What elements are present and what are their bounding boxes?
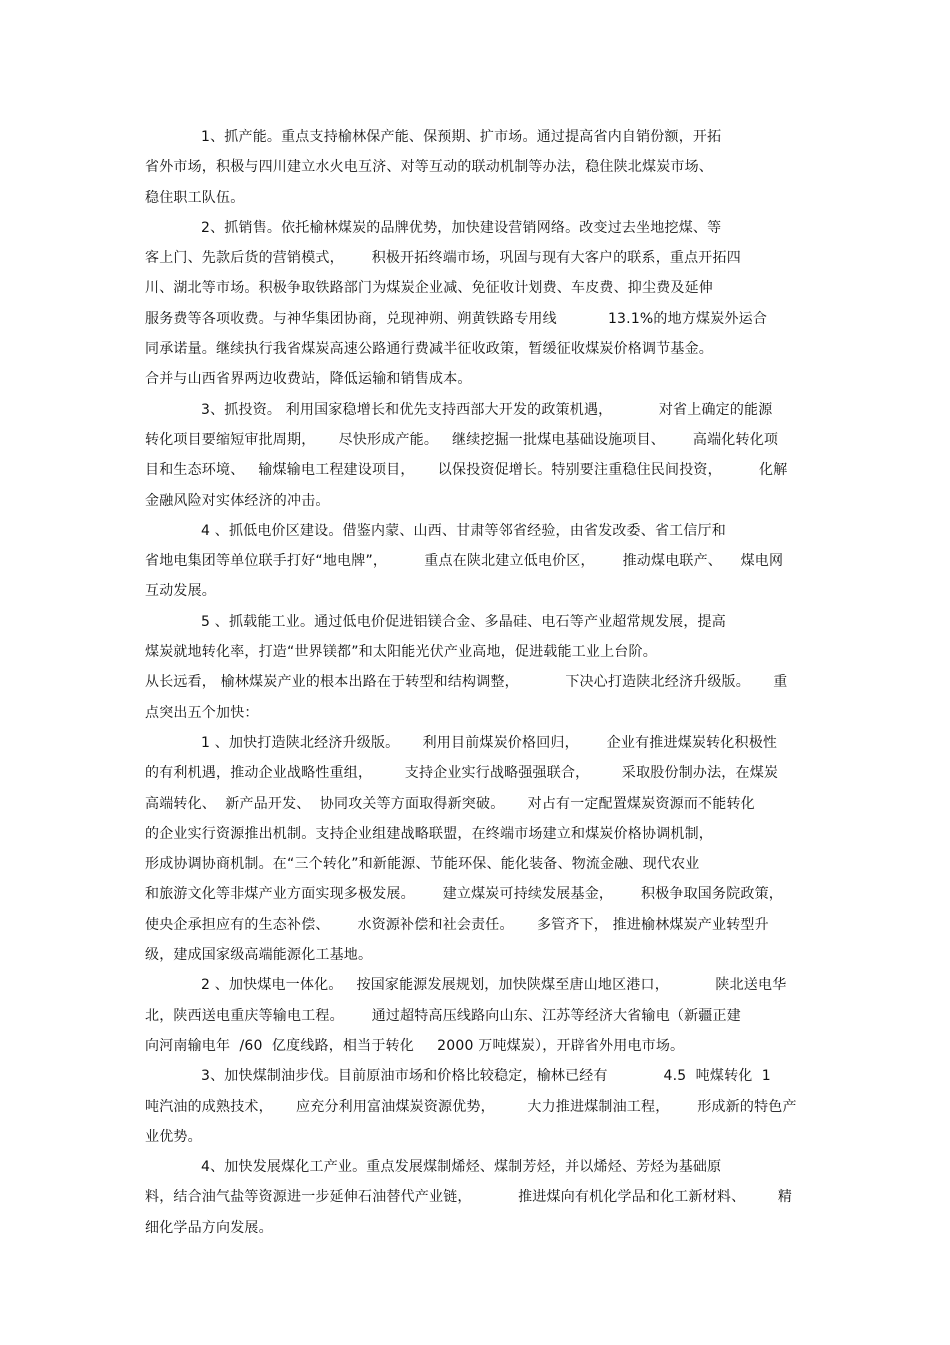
paragraph-4-line-3: 互动发展。 (145, 583, 216, 600)
paragraph-2-line-6: 合并与山西省界两边收费站，降低运输和销售成本。 (145, 371, 472, 388)
paragraph-3-line-4: 金融风险对实体经济的冲击。 (145, 492, 330, 509)
paragraph-5-line-1: 5 、抓载能工业。通过低电价促进铝镁合金、多晶硅、电石等产业超常规发展，提高 (201, 613, 726, 630)
paragraph-3-line-2: 转化项目要缩短审批周期， 尽快形成产能。 继续挖掘一批煤电基础设施项目、 高端化转化项 (145, 431, 779, 448)
paragraph-10-line-2: 料，结合油气盐等资源进一步延伸石油替代产业链， 推进煤向有机化学品和化工新材料、 精 (145, 1189, 793, 1206)
document-body (145, 122, 810, 1243)
paragraph-5-line-2: 煤炭就地转化率，打造“世界镁都”和太阳能光伏产业高地，促进载能工业上台阶。 (145, 644, 657, 661)
paragraph-6-line-1: 从长远看， 榆林煤炭产业的根本出路在于转型和结构调整， 下决心打造陕北经济升级版。 重 (145, 674, 788, 691)
paragraph-7-line-5: 形成协调协商机制。在“三个转化”和新能源、节能环保、能化装备、物流金融、现代农业 (145, 856, 700, 873)
paragraph-2-line-2: 客上门、先款后货的营销模式， 积极开拓终端市场，巩固与现有大客户的联系，重点开拓四 (145, 250, 741, 267)
paragraph-9-line-2: 吨汽油的成熟技术， 应充分利用富油煤炭资源优势， 大力推进煤制油工程， 形成新的特色产 (145, 1098, 797, 1115)
paragraph-10-line-3: 细化学品方向发展。 (145, 1219, 273, 1236)
paragraph-1-line-2: 省外市场，积极与四川建立水火电互济、对等互动的联动机制等办法，稳住陕北煤炭市场、 (145, 159, 713, 176)
paragraph-3-line-1: 3、抓投资。 利用国家稳增长和优先支持西部大开发的政策机遇， 对省上确定的能源 (201, 401, 773, 418)
paragraph-4-line-2: 省地电集团等单位联手打好“地电牌”， 重点在陕北建立低电价区， 推动煤电联产、 煤电网 (145, 553, 784, 570)
paragraph-2-line-4: 服务费等各项收费。与神华集团协商，兑现神朔、朔黄铁路专用线 13.1%的地方煤炭外运合 (145, 310, 768, 327)
paragraph-7-line-6: 和旅游文化等非煤产业方面实现多极发展。 建立煤炭可持续发展基金， 积极争取国务院政策， (145, 886, 783, 903)
paragraph-9-line-1: 3、加快煤制油步伐。目前原油市场和价格比较稳定，榆林已经有 4.5 吨煤转化 1 (201, 1068, 771, 1085)
paragraph-9-line-3: 业优势。 (145, 1128, 202, 1145)
paragraph-2-line-1: 2、抓销售。依托榆林煤炭的品牌优势，加快建设营销网络。改变过去坐地挖煤、等 (201, 219, 722, 236)
paragraph-4-line-1: 4 、抓低电价区建设。借鉴内蒙、山西、甘肃等邻省经验，由省发改委、省工信厅和 (201, 522, 726, 539)
paragraph-7-line-7: 使央企承担应有的生态补偿、 水资源补偿和社会责任。 多管齐下， 推进榆林煤炭产业转型升 (145, 916, 769, 933)
paragraph-3-line-3: 目和生态环境、 输煤输电工程建设项目， 以保投资促增长。特别要注重稳住民间投资， 化解 (145, 462, 788, 479)
paragraph-2-line-3: 川、湖北等市场。积极争取铁路部门为煤炭企业减、免征收计划费、车皮费、抑尘费及延伸 (145, 280, 713, 297)
paragraph-8-line-3: 向河南输电年 /60 亿度线路，相当于转化 2000 万吨煤炭），开辟省外用电市场。 (145, 1037, 685, 1054)
paragraph-7-line-2: 的有利机遇，推动企业战略性重组， 支持企业实行战略强强联合， 采取股份制办法，在煤炭 (145, 765, 779, 782)
paragraph-6-line-2: 点突出五个加快： (145, 704, 259, 721)
paragraph-1-line-1: 1、抓产能。重点支持榆林保产能、保预期、扩市场。通过提高省内自销份额，开拓 (201, 129, 722, 145)
paragraph-7-line-1: 1 、加快打造陕北经济升级版。 利用目前煤炭价格回归， 企业有推进煤炭转化积极性 (201, 734, 778, 751)
paragraph-8-line-1: 2 、加快煤电一体化。 按国家能源发展规划，加快陕煤至唐山地区港口， 陕北送电华 (201, 977, 787, 994)
paragraph-8-line-2: 北，陕西送电重庆等输电工程。 通过超特高压线路向山东、江苏等经济大省输电（新疆正建 (145, 1007, 741, 1024)
paragraph-10-line-1: 4、加快发展煤化工产业。重点发展煤制烯烃、煤制芳烃，并以烯烃、芳烃为基础原 (201, 1159, 722, 1176)
paragraph-2-line-5: 同承诺量。继续执行我省煤炭高速公路通行费减半征收政策，暂缓征收煤炭价格调节基金。 (145, 341, 713, 358)
paragraph-7-line-4: 的企业实行资源推出机制。支持企业组建战略联盟，在终端市场建立和煤炭价格协调机制， (145, 825, 713, 842)
paragraph-7-line-3: 高端转化、 新产品开发、 协同攻关等方面取得新突破。 对占有一定配置煤炭资源而不能转化 (145, 795, 755, 812)
paragraph-7-line-8: 级，建成国家级高端能源化工基地。 (145, 947, 373, 964)
paragraph-1-line-3: 稳住职工队伍。 (145, 189, 245, 206)
